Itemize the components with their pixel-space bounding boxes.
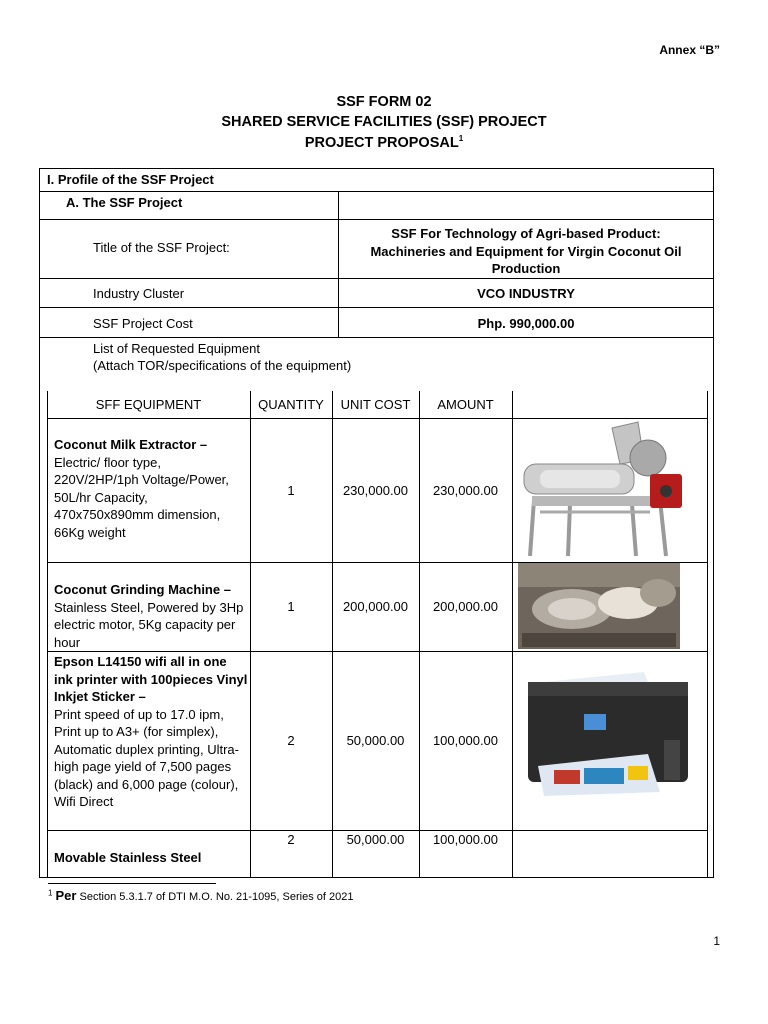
table-row-3-desc [54,653,248,811]
epson-printer-image [524,670,692,800]
row-2-amount: 200,000.00 [432,599,499,614]
footnote-number: 1 [48,888,53,898]
row-4-item-name: Movable Stainless Steel [54,850,202,865]
project-cost-label: SSF Project Cost [93,316,193,331]
form-number: SSF FORM 02 [336,94,432,110]
title-label: Title of the SSF Project: [93,240,230,255]
row-4-amount: 100,000.00 [432,832,499,847]
row-3-unit-cost: 50,000.00 [346,733,405,748]
col-header-equipment: SFF EQUIPMENT [95,397,202,412]
industry-cluster-label: Industry Cluster [93,286,185,301]
row-3-amount: 100,000.00 [432,733,499,748]
footnote [48,888,353,903]
title-value: SSF For Technology of Agri-based Product: Machineries and Equipment for Virgin Coconut Oil Production [370,226,682,276]
col-header-unit-cost: UNIT COST [340,397,411,412]
item-name: Coconut Grinding Machine – [54,582,231,597]
item-spec: Stainless Steel, Powered by 3Hp electric motor, 5Kg capacity per hour [54,599,244,650]
coconut-grinding-machine-image [518,563,680,649]
row-4-unit-cost: 50,000.00 [346,832,405,847]
item-spec: Electric/ floor type, 220V/2HP/1ph Voltage/Power, 50L/hr Capacity, 470x750x890mm dimension, 66Kg weight [54,454,229,540]
row-1-quantity: 1 [287,483,295,498]
industry-cluster-value: VCO INDUSTRY [477,286,575,301]
col-header-quantity: QUANTITY [258,397,324,412]
annex-label: Annex “B” [659,43,720,57]
table-row-2-desc [54,581,248,651]
footnote-rule [48,883,216,884]
item-name: Epson L14150 wifi all in one ink printer with 100pieces Vinyl Inkjet Sticker – [54,654,248,704]
item-name: Coconut Milk Extractor – [54,437,208,452]
form-title-text: PROJECT PROPOSAL [304,134,459,151]
col-header-amount: AMOUNT [437,397,494,412]
page-number: 1 [713,934,720,948]
coconut-milk-extractor-image [520,420,692,560]
row-2-quantity: 1 [287,599,295,614]
footnote-per: Per [55,888,77,903]
item-spec: Print speed of up to 17.0 ipm, Print up to A3+ (for simplex), Automatic duplex printing, Ultra-high page yield of 7,500 pages (black) and 6,000 page (colour), Wifi Direct [54,706,239,809]
footnote-ref: 1 [458,134,464,143]
section-profile-heading: I. Profile of the SSF Project [47,172,214,187]
row-1-amount: 230,000.00 [432,483,499,498]
section-a-heading: A. The SSF Project [66,195,183,210]
table-row-1-desc [54,436,248,541]
list-label: List of Requested Equipment [93,341,260,356]
row-2-unit-cost: 200,000.00 [342,599,409,614]
row-4-quantity: 2 [287,832,295,847]
list-label-note: (Attach TOR/specifications of the equipment) [93,358,352,373]
footnote-text: Section 5.3.1.7 of DTI M.O. No. 21-1095, Series of 2021 [76,891,354,903]
form-subtitle: SHARED SERVICE FACILITIES (SSF) PROJECT [221,114,547,130]
row-3-quantity: 2 [287,733,295,748]
row-1-unit-cost: 230,000.00 [342,483,409,498]
project-cost-value: Php. 990,000.00 [477,316,575,331]
